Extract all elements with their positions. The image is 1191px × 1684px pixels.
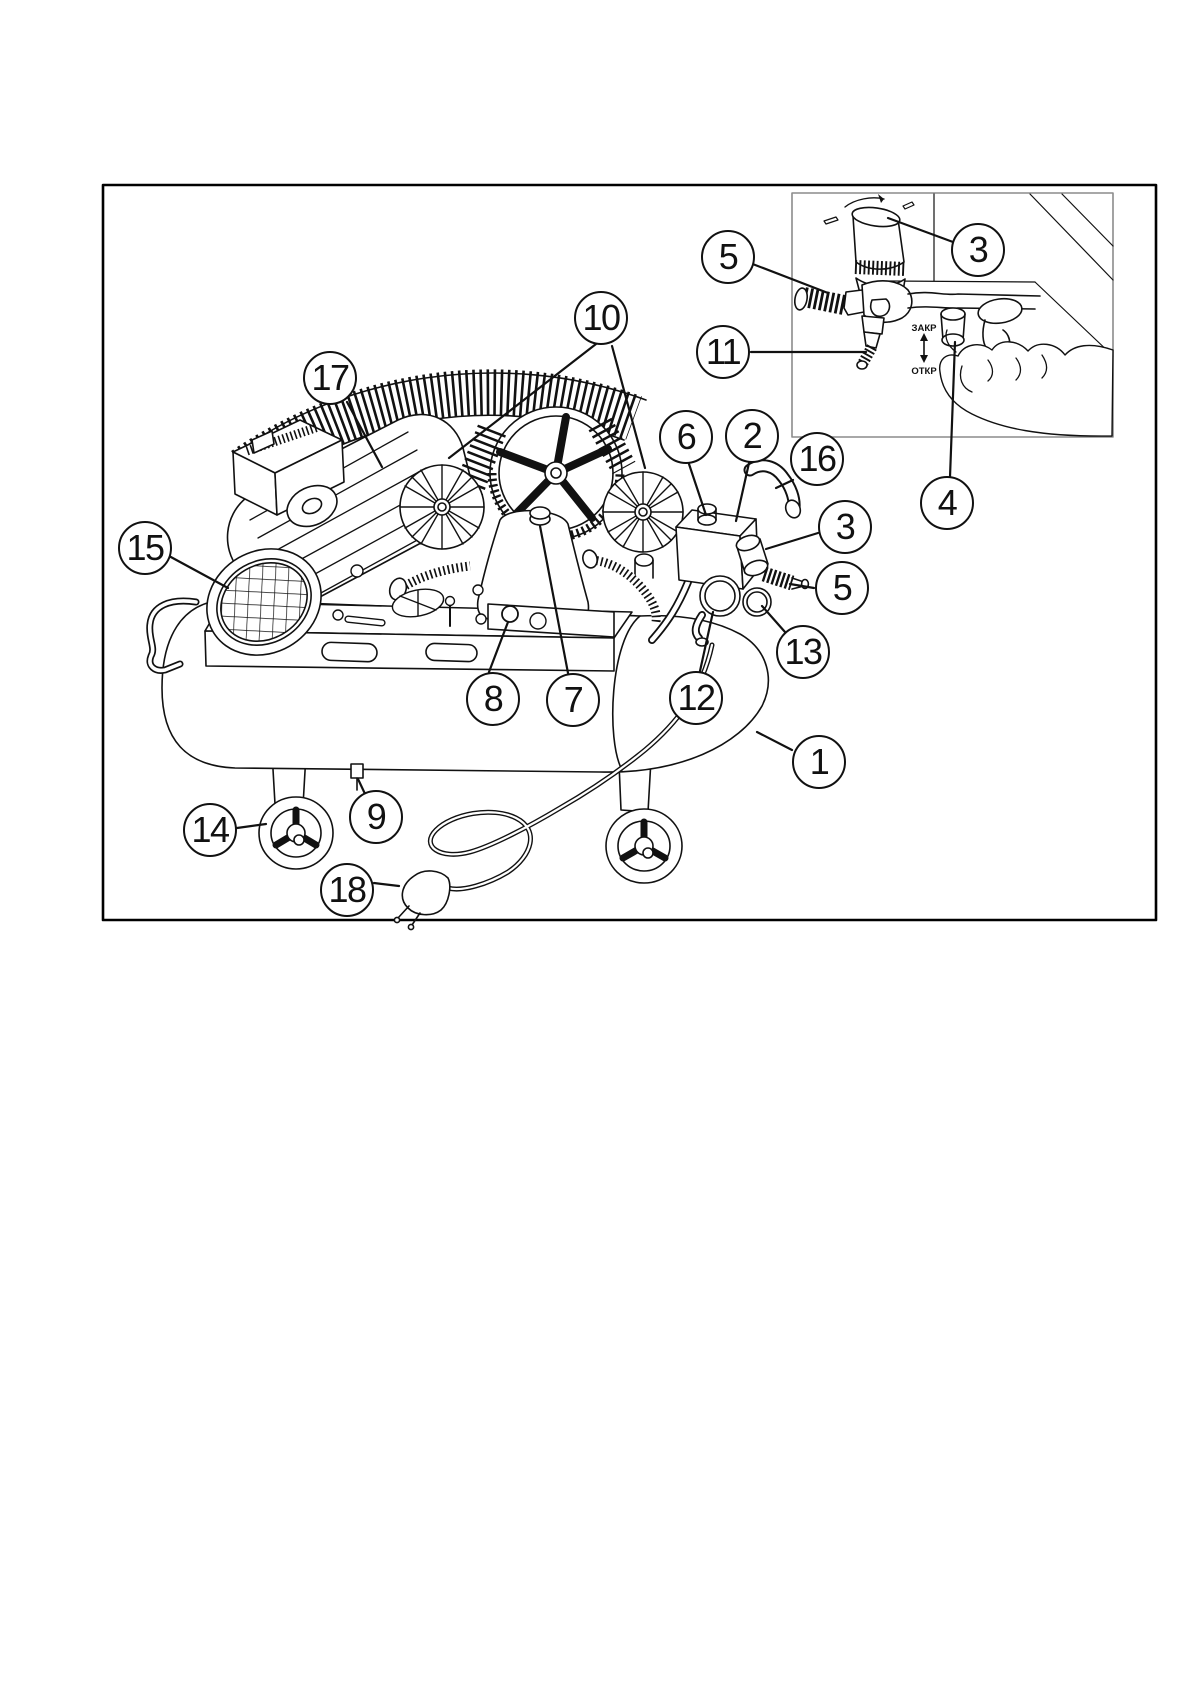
callout-5-inset: 5 [701,230,755,284]
callout-15: 15 [118,521,172,575]
callout-3-inset: 3 [951,223,1005,277]
callout-6: 6 [659,410,713,464]
fan-right [603,472,683,552]
callout-5: 5 [815,561,869,615]
callout-11: 11 [696,325,750,379]
label-closed: ЗАКР [911,323,937,334]
callout-8: 8 [466,672,520,726]
callout-10: 10 [574,291,628,345]
wheel-right [606,809,682,883]
bolt-item8 [502,606,518,622]
wheel-left [259,797,333,869]
pressure-gauge-large [700,576,740,616]
fan-left [400,465,484,549]
callout-9: 9 [349,790,403,844]
callout-14: 14 [183,803,237,857]
label-open: ОТКР [911,366,937,377]
callout-4: 4 [920,476,974,530]
callout-13: 13 [776,625,830,679]
callout-18: 18 [320,863,374,917]
callout-1: 1 [792,735,846,789]
oil-plug [530,507,550,525]
callout-17: 17 [303,351,357,405]
callout-12: 12 [669,671,723,725]
callout-16: 16 [790,432,844,486]
callout-2: 2 [725,409,779,463]
callout-3: 3 [818,500,872,554]
callout-7: 7 [546,673,600,727]
